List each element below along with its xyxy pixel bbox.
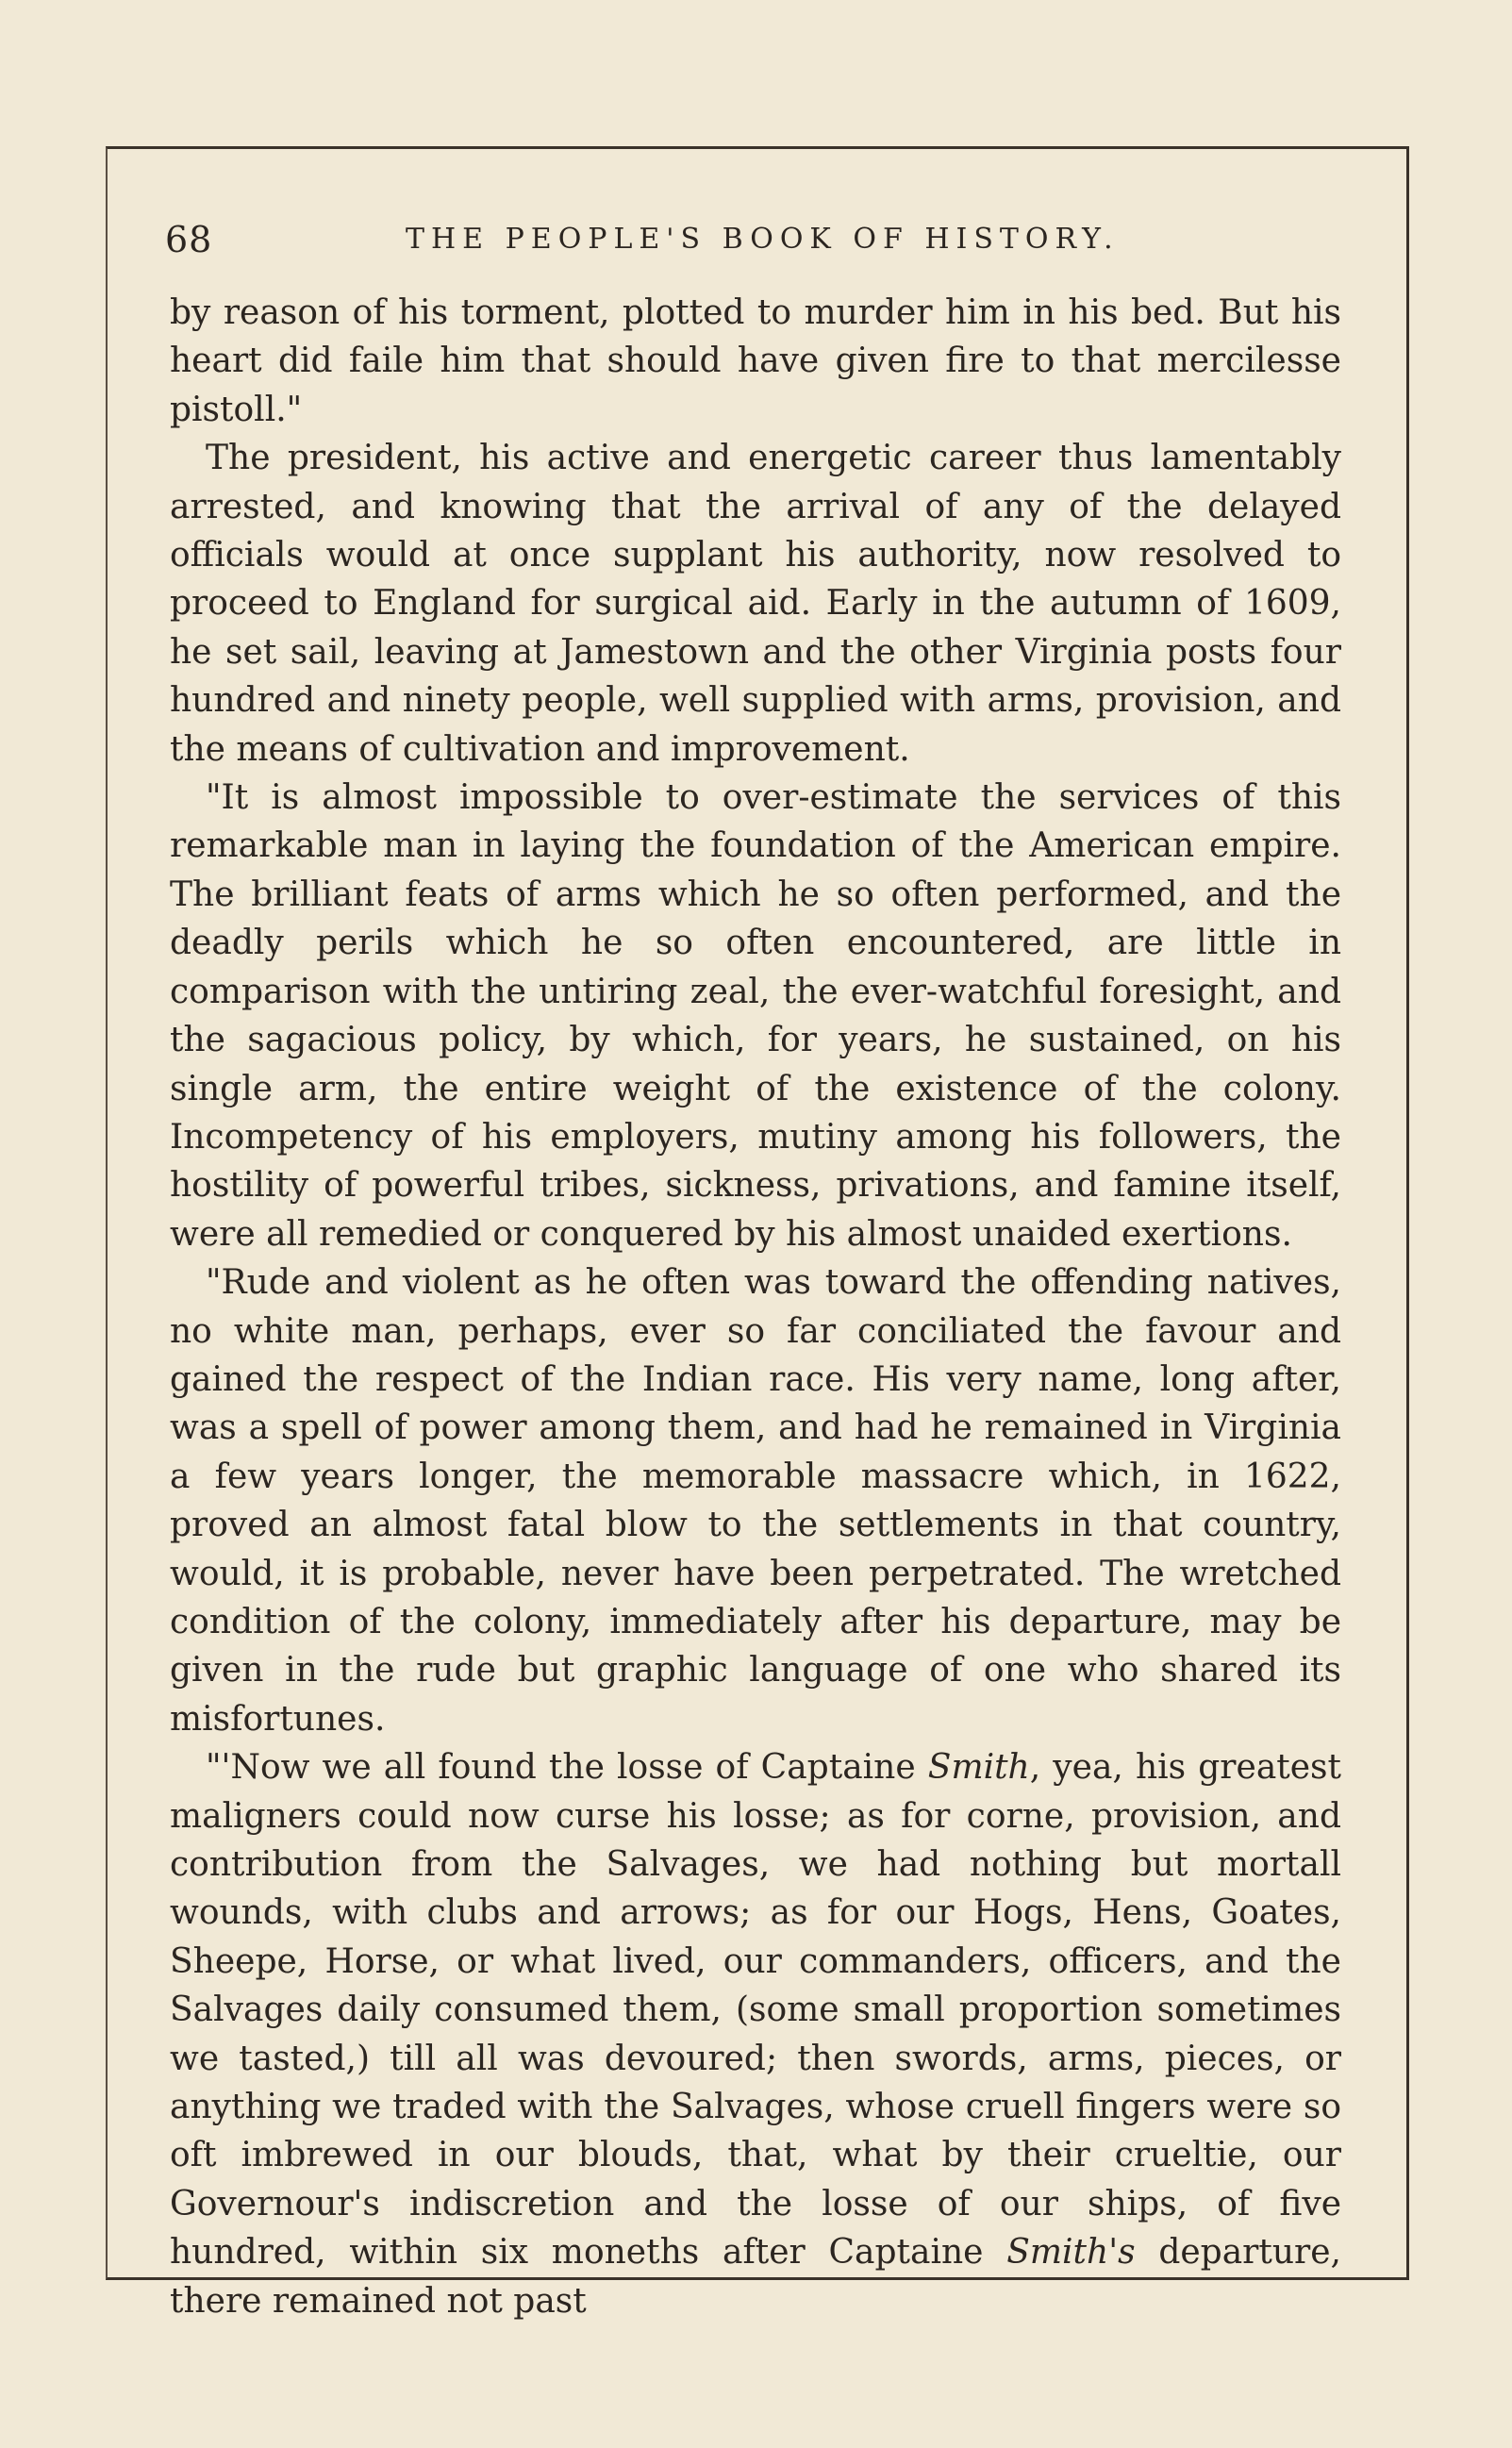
quote-italic-smith: Smith (927, 1748, 1030, 1788)
paragraph-continuation: by reason of his torment, plotted to murder him in his bed. But his heart did faile him that should have given fire to that mercilesse pistoll." (170, 293, 1341, 429)
paragraph-quotation (170, 1743, 1341, 2325)
page-header (165, 215, 1344, 264)
quote-italic-smiths: Smith's (1006, 2233, 1136, 2273)
paragraph-services: "It is almost impossible to over-estimate the services of this remarkable man in laying the foundation of the American empire. The brilliant feats of arms which he so often performed, and the deadly perils which he so often encountered, are little in comparison with the untiring zeal, the ever-watchful foresight, and the sagacious policy, by which, for years, he sustained, on his single arm, the entire weight of the existence of the colony. Incompetency of his employers, mutiny among his followers, the hostility of powerful tribes, sickness, privations, and famine itself, were all remedied or conquered by his almost unaided exertions. (170, 778, 1341, 1254)
running-title: THE PEOPLE'S BOOK OF HISTORY. (406, 223, 1120, 256)
paragraph-president: The president, his active and energetic career thus lamentably arrested, and knowing that the arrival of any of the delayed officials would at once supplant his authority, now resolved to proceed to England for surgical aid. Early in the autumn of 1609, he set sail, leaving at Jamestown and the other Virginia posts four hundred and ninety people, well supplied with arms, provision, and the means of cultivation and improvement. (170, 439, 1341, 769)
quote-text-part-2: , yea, his greatest maligners could now curse his losse; as for corne, provision, and contribution from the Salvages, we had nothing but mortall wounds, with clubs and arrows; as for our Hogs, Hens, Goates, Sheepe, Horse, or what lived, our commanders, officers, and the Salvages daily consumed them, (some small proportion sometimes we tasted,) till all was devoured; then swords, arms, pieces, or anything we traded with the Salvages, whose cruell fingers were so oft imbrewed in our blouds, that, what by their crueltie, our Governour's indiscretion and the losse of our ships, of five hundred, within six moneths after Captaine (170, 1748, 1341, 2273)
quote-text-part-1: "'Now we all found the losse of Captaine (206, 1748, 928, 1788)
body-text (170, 289, 1341, 2325)
page-number: 68 (165, 219, 213, 260)
paragraph-rude-and-violent: "Rude and violent as he often was toward the offending natives, no white man, perhaps, ever so far conciliated the favour and gained the respect of the Indian race. His very name, long after, was a spell of power among them, and had he remained in Virginia a few years longer, the memorable massacre which, in 1622, proved an almost fatal blow to the settlements in that country, would, it is probable, never have been perpetrated. The wretched condition of the colony, immediately after his departure, may be given in the rude but graphic language of one who shared its misfortunes. (170, 1263, 1341, 1739)
quote-text-part-3: departure, there remained not past (170, 2233, 1341, 2321)
